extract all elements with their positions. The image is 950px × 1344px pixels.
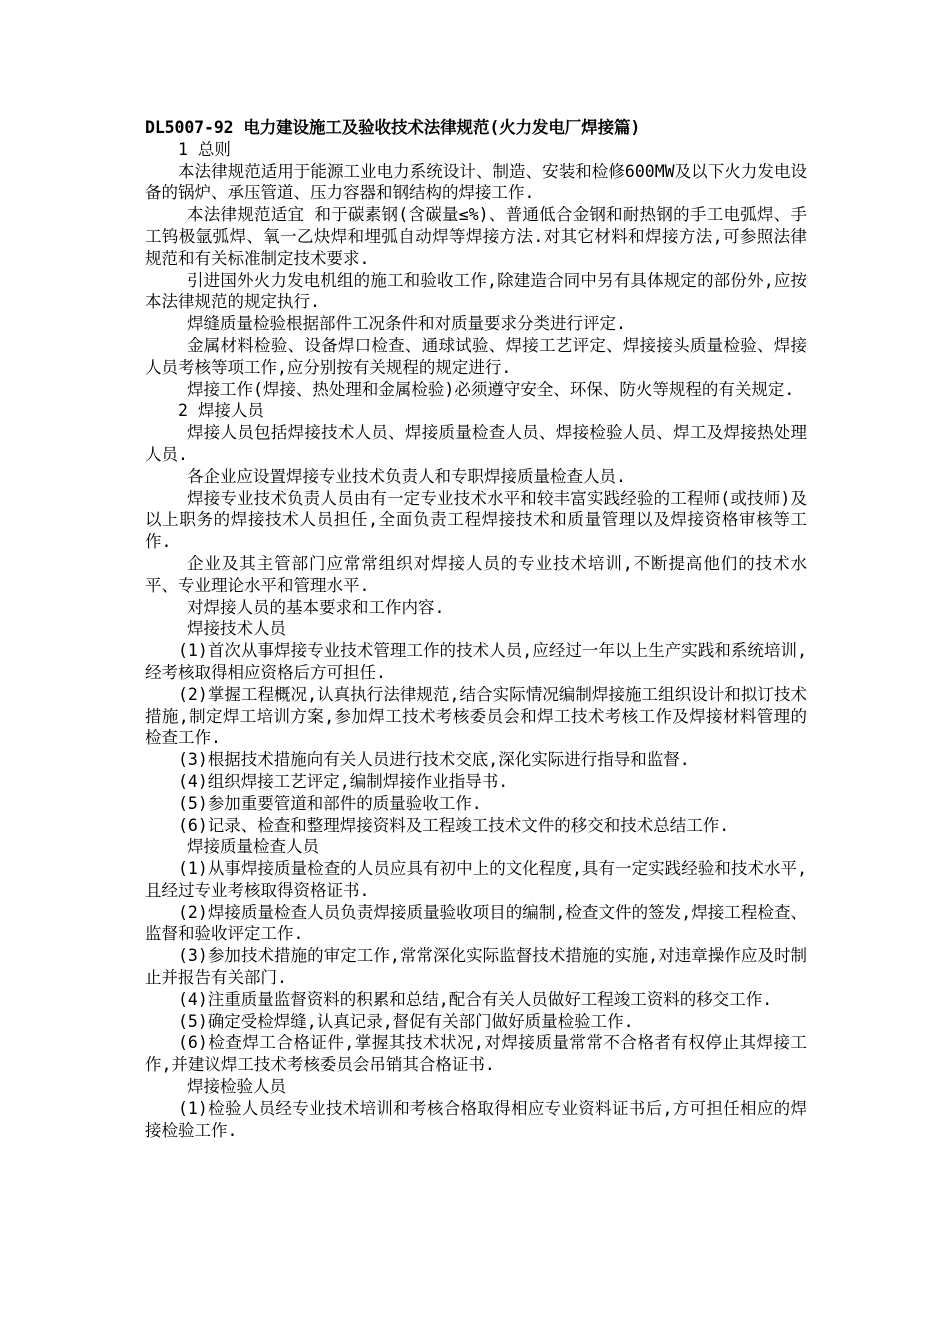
list-item: (4)组织焊接工艺评定,编制焊接作业指导书. xyxy=(178,771,509,791)
paragraph: 金属材料检验、设备焊口检查、通球试验、焊接工艺评定、焊接接头质量检验、焊接人员考核等项工作,应分别按有关规程的规定进行. xyxy=(145,335,807,377)
list-item: (3)参加技术措施的审定工作,常常深化实际监督技术措施的实施,对违章操作应及时制止并报告有关部门. xyxy=(145,946,807,988)
document-page xyxy=(145,117,807,1141)
list-item: (6)记录、检查和整理焊接资料及工程竣工技术文件的移交和技术总结工作. xyxy=(178,815,730,835)
subsection-heading-technical: 焊接技术人员 xyxy=(187,619,286,639)
section-heading-welding-personnel: 2 焊接人员 xyxy=(178,401,264,421)
section-heading-general: 1 总则 xyxy=(178,139,231,159)
paragraph: 本法律规范适用于能源工业电力系统设计、制造、安装和检修600MW及以下火力发电设备的锅炉、承压管道、压力容器和钢结构的焊接工作. xyxy=(145,161,807,203)
paragraph: 焊缝质量检验根据部件工况条件和对质量要求分类进行评定. xyxy=(187,314,626,334)
paragraph: 本法律规范适宜 和于碳素钢(含碳量≤%)、普通低合金钢和耐热钢的手工电弧焊、手工钨极氩弧焊、氧一乙炔焊和埋弧自动焊等焊接方法.对其它材料和焊接方法,可参照法律规范和有关标准制定技术要求. xyxy=(145,205,807,268)
paragraph: 焊接工作(焊接、热处理和金属检验)必须遵守安全、环保、防火等规程的有关规定. xyxy=(187,379,795,399)
list-item: (6)检查焊工合格证件,掌握其技术状况,对焊接质量常常不合格者有权停止其焊接工作,并建议焊工技术考核委员会吊销其合格证书. xyxy=(145,1033,807,1075)
list-item: (5)参加重要管道和部件的质量验收工作. xyxy=(178,793,482,813)
list-item: (3)根据技术措施向有关人员进行技术交底,深化实际进行指导和监督. xyxy=(178,750,690,770)
list-item: (1)检验人员经专业技术培训和考核合格取得相应专业资料证书后,方可担任相应的焊接检验工作. xyxy=(145,1098,807,1140)
list-item: (1)首次从事焊接专业技术管理工作的技术人员,应经过一年以上生产实践和系统培训,经考核取得相应资格后方可担任. xyxy=(145,641,807,682)
list-item: (4)注重质量监督资料的积累和总结,配合有关人员做好工程竣工资料的移交工作. xyxy=(178,989,773,1009)
list-item: (2)掌握工程概况,认真执行法律规范,结合实际情况编制焊接施工组织设计和拟订技术措施,制定焊工培训方案,参加焊工技术考核委员会和焊工技术考核工作及焊接材料管理的检查工作. xyxy=(145,684,807,748)
list-item: (2)焊接质量检查人员负责焊接质量验收项目的编制,检查文件的签发,焊接工程检查、监督和验收评定工作. xyxy=(145,902,807,944)
paragraph: 各企业应设置焊接专业技术负责人和专职焊接质量检查人员. xyxy=(187,466,626,486)
paragraph: 对焊接人员的基本要求和工作内容. xyxy=(187,597,445,617)
paragraph: 焊接专业技术负责人员由有一定专业技术水平和较丰富实践经验的工程师(或技师)及以上职务的焊接技术人员担任,全面负责工程焊接技术和质量管理以及焊接资格审核等工作. xyxy=(145,488,807,552)
list-item: (1)从事焊接质量检查的人员应具有初中上的文化程度,具有一定实践经验和技术水平,且经过专业考核取得资格证书. xyxy=(145,859,807,900)
paragraph: 焊接人员包括焊接技术人员、焊接质量检查人员、焊接检验人员、焊工及焊接热处理人员. xyxy=(145,423,807,464)
list-item: (5)确定受检焊缝,认真记录,督促有关部门做好质量检验工作. xyxy=(178,1011,634,1031)
paragraph: 企业及其主管部门应常常组织对焊接人员的专业技术培训,不断提高他们的技术水平、专业理论水平和管理水平. xyxy=(145,553,807,595)
subsection-heading-inspector: 焊接质量检查人员 xyxy=(187,837,319,857)
subsection-heading-testing: 焊接检验人员 xyxy=(187,1077,286,1097)
document-title: DL5007-92 电力建设施工及验收技术法律规范(火力发电厂焊接篇) xyxy=(145,118,641,137)
paragraph: 引进国外火力发电机组的施工和验收工作,除建造合同中另有具体规定的部份外,应按本法律规范的规定执行. xyxy=(145,270,807,312)
